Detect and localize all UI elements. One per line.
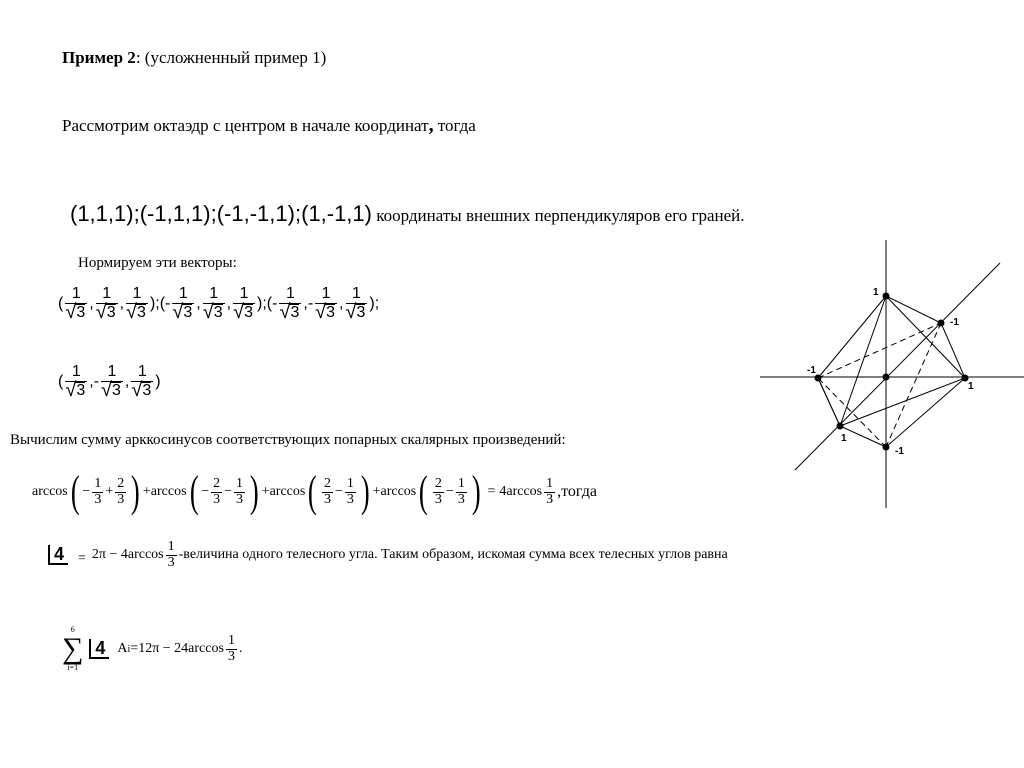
- vertex: [938, 320, 945, 327]
- example-subtitle: : (усложненный пример 1): [135, 48, 327, 67]
- arccos-tail: ,тогда: [557, 483, 597, 500]
- edge: [840, 296, 886, 426]
- edge: [818, 378, 840, 426]
- total-sum-line: 6 ∑ i=1 4 A i = 12π − 24 arccos $\frac{1}{3}$ .: [62, 625, 243, 672]
- intro-line: [62, 114, 476, 137]
- vertex: [837, 423, 844, 430]
- label-bottom-left: 1: [841, 433, 847, 444]
- sum-sigma: 6 ∑ i=1: [62, 625, 84, 672]
- normalized-row-1: ( 1 √ 3 , 1 √ 3 , 1 √ 3 ) ; ( - 1 √ 3 , 1 √ 3 , 1 √ 3 ) ; ( - 1 √ 3 , - 1 √ 3 , 1 √ 3 );: [58, 286, 379, 322]
- intro-tail: тогда: [433, 116, 476, 135]
- example-number: Пример 2: [62, 48, 136, 67]
- vertex: [883, 444, 890, 451]
- intro-text: Рассмотрим октаэдр с центром в начале координат: [62, 116, 429, 135]
- fraction: 1 √ 3: [131, 364, 153, 400]
- solid-angle-text: -величина одного телесного угла. Таким образом, искомая сумма всех телесных углов равна: [178, 547, 728, 563]
- label-right: 1: [968, 381, 974, 392]
- fraction: 1 √ 3: [101, 364, 123, 400]
- label-left: -1: [807, 365, 816, 376]
- fraction: 1 √ 3: [96, 286, 118, 322]
- label-top: 1: [873, 287, 879, 298]
- coords-line: [70, 201, 745, 227]
- fraction: 1 √ 3: [279, 286, 301, 322]
- y-axis: [795, 263, 1000, 470]
- intro-comma: ,: [428, 114, 434, 136]
- hidden-edge: [818, 323, 941, 378]
- normalized-row-2: ( 1 √ 3 , - 1 √ 3 , 1 √ 3 ): [58, 364, 161, 400]
- solid-angle-line: 4 = 2π − 4 arccos $\frac{1}{3}$ -величина одного телесного угла. Таким образом, искомая сумма всех телесных углов равна: [48, 540, 728, 570]
- fraction: 1 √ 3: [126, 286, 148, 322]
- coords-description: координаты внешних перпендикуляров его граней.: [371, 206, 745, 225]
- fraction: 1 √ 3: [65, 286, 87, 322]
- edge: [840, 378, 965, 426]
- fraction: 1 √ 3: [346, 286, 368, 322]
- fraction: 1 √ 3: [172, 286, 194, 322]
- fraction: 1 √ 3: [65, 364, 87, 400]
- open-paren: (: [58, 294, 64, 312]
- fraction: 1 √ 3: [233, 286, 255, 322]
- origin-point: [883, 374, 890, 381]
- solid-angle-symbol: 4: [48, 545, 68, 565]
- fraction: 1 √ 3: [315, 286, 337, 322]
- label-right-upper: -1: [950, 317, 959, 328]
- label-bottom: -1: [895, 446, 904, 457]
- example-heading: [62, 48, 326, 68]
- vertex: [883, 293, 890, 300]
- fraction: 1 √ 3: [203, 286, 225, 322]
- normalize-label: Нормируем эти векторы:: [78, 255, 237, 271]
- arccos-equation: arccos ( − $\frac{1}{3}$ + $\frac{2}{3}$ ) + arccos ( − $\frac{2}{3}$ − $\frac{1}{3}$ ) + arccos ( $\frac{2}{3}$ − $\frac{1}{3}$ ) + arccos ( $\frac{2}{3}$ − $\frac{1}{3}$ ) = 4 arccos $\frac{1}{3}$ ,тогда: [32, 467, 597, 516]
- octahedron-diagram: [755, 235, 1024, 510]
- solid-angle-symbol: 4: [89, 639, 109, 659]
- coords-vectors: (1,1,1);(-1,1,1);(-1,-1,1);(1,-1,1): [70, 201, 372, 226]
- hidden-edge: [886, 323, 941, 447]
- sum-description: Вычислим сумму арккосинусов соответствующих попарных скалярных произведений:: [10, 432, 566, 448]
